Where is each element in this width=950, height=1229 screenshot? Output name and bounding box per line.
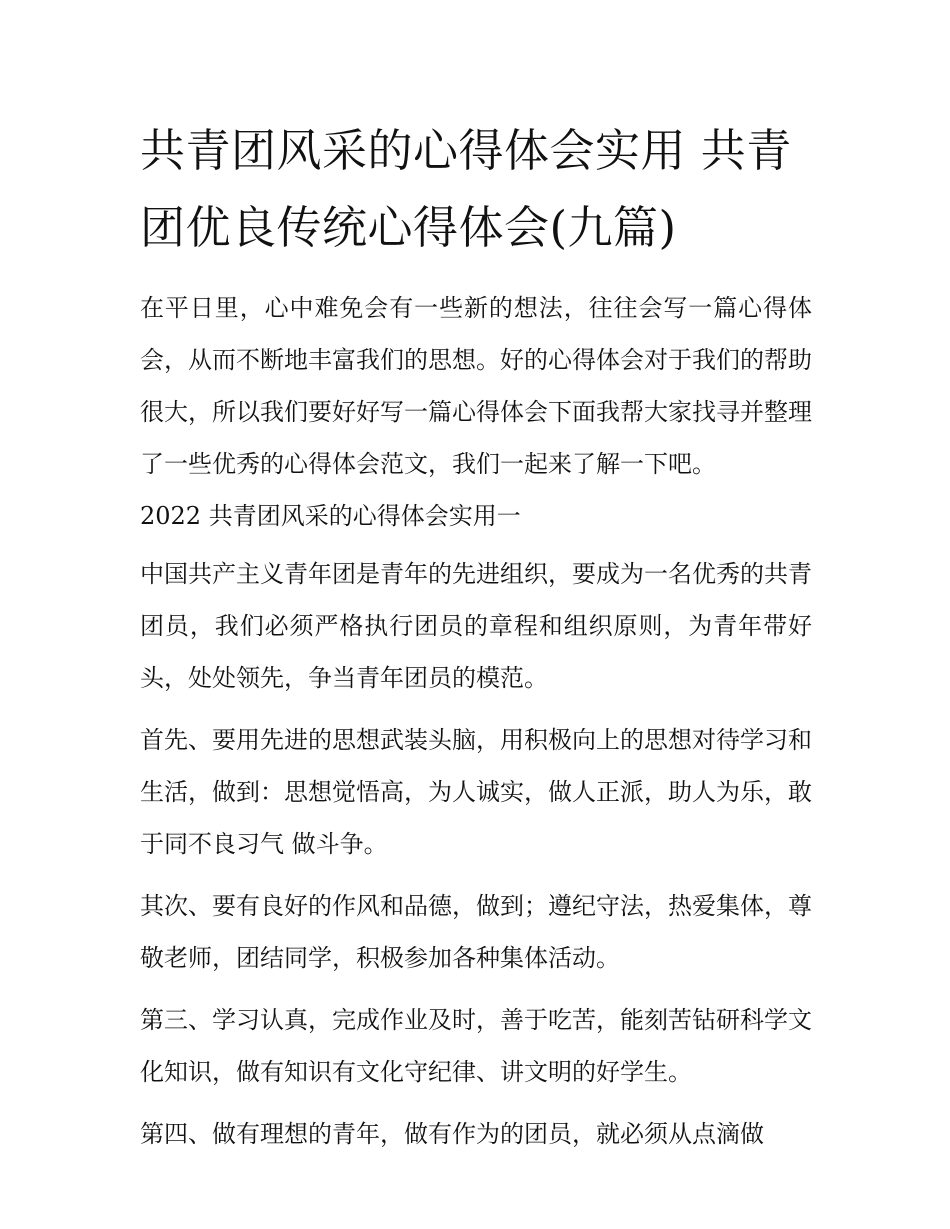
body-paragraph: 其次、要有良好的作风和品德，做到；遵纪守法，热爱集体，尊敬老师，团结同学，积极参加各种集体活动。 — [140, 892, 812, 972]
document-title: 共青团风采的心得体会实用 共青团优良传统心得体会(九篇) — [140, 124, 792, 254]
body-paragraph: 第四、做有理想的青年，做有作为的团员，就必须从点滴做 — [140, 1120, 764, 1148]
body-paragraph: 第三、学习认真，完成作业及时，善于吃苦，能刻苦钻研科学文化知识，做有知识有文化守纪律、讲文明的好学生。 — [140, 1006, 812, 1086]
document-body — [140, 112, 812, 1160]
intro-paragraph: 在平日里，心中难免会有一些新的想法，往往会写一篇心得体会，从而不断地丰富我们的思想。好的心得体会对于我们的帮助很大，所以我们要好好写一篇心得体会下面我帮大家找寻并整理了一些优秀的心得体会范文，我们一起来了解一下吧。 — [140, 294, 812, 478]
body-paragraph: 首先、要用先进的思想武装头脑，用积极向上的思想对待学习和生活，做到：思想觉悟高，为人诚实，做人正派，助人为乐，敢于同不良习气 做斗争。 — [140, 726, 812, 858]
section-heading: 2022 共青团风采的心得体会实用一 — [140, 502, 521, 530]
body-paragraph: 中国共产主义青年团是青年的先进组织，要成为一名优秀的共青团员，我们必须严格执行团员的章程和组织原则，为青年带好头，处处领先，争当青年团员的模范。 — [140, 560, 812, 692]
